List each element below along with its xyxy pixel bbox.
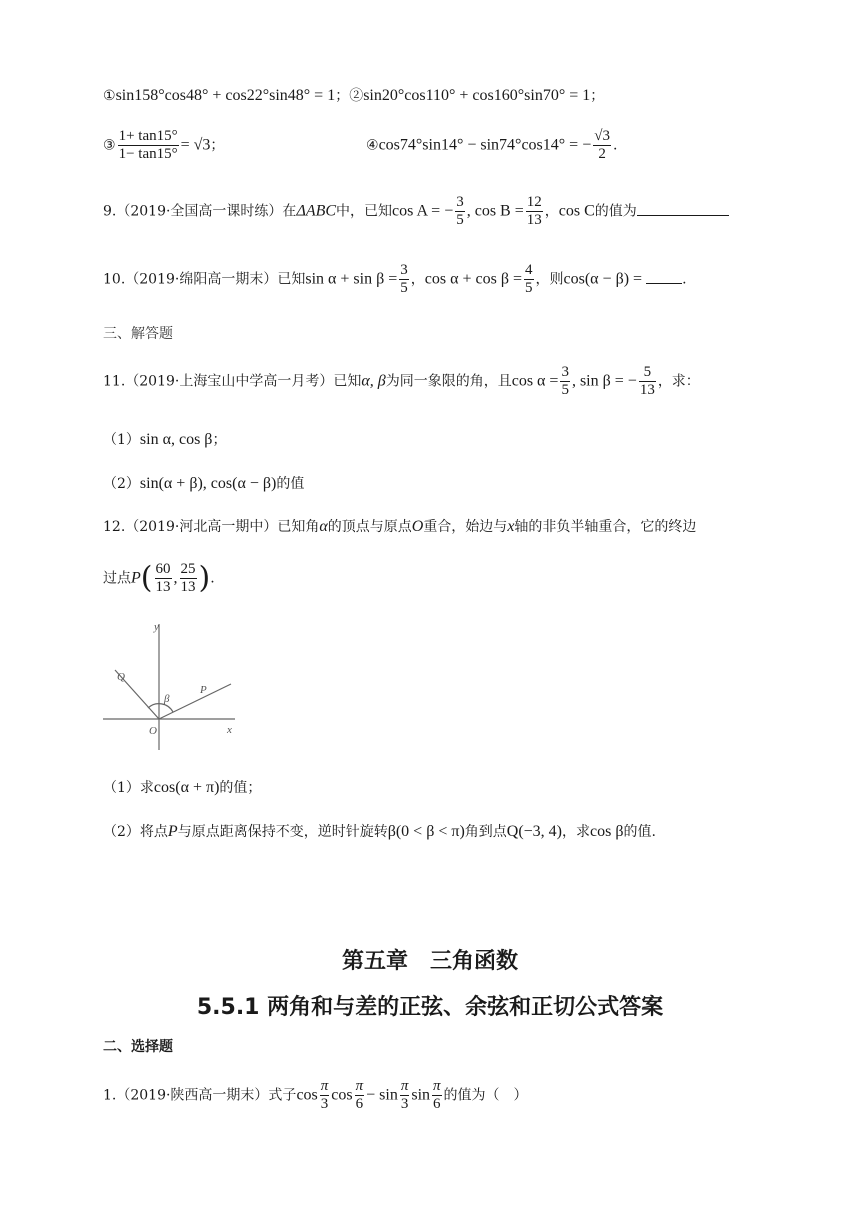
fraction (639, 364, 656, 399)
statement-1-2 (103, 86, 604, 106)
sin-beta-expr: , sin β = − (571, 372, 637, 390)
question-12-text: 的顶点与原点 (327, 519, 412, 535)
question-11-prefix: 11.（2019·上海宝山中学高一月考）已知 (103, 373, 362, 390)
section-heading-2: 二、选择题 (103, 1039, 173, 1055)
fraction (524, 262, 534, 297)
fraction-denominator: 5 (525, 280, 533, 296)
right-paren: ) (198, 560, 211, 596)
left-paren: ( (140, 560, 153, 596)
point-q: Q(−3, 4) (506, 823, 562, 840)
cos-b-fraction (526, 194, 543, 229)
question-1-prefix: 1.（2019·陕西高一期末）式子 (103, 1087, 297, 1104)
pi-over-6 (355, 1078, 365, 1113)
fraction-denominator: 3 (320, 1096, 329, 1112)
question-12-text: 重合，始边与 (423, 519, 508, 535)
fraction-numerator: 60 (155, 561, 171, 577)
question-9-prefix: 9.（2019·全国高一课时练）在 (103, 203, 297, 220)
fraction-numerator: 25 (180, 561, 196, 577)
pi-over-3 (400, 1078, 410, 1113)
statement-1-expr: sin158°cos48° + cos22°sin48° = 1 (115, 87, 336, 104)
fraction-denominator: 1− tan15° (118, 146, 178, 162)
cos-a-expr: cos A = − (392, 202, 454, 220)
fraction-denominator: 3 (400, 1096, 409, 1112)
triangle-abc: ΔABC (296, 202, 337, 220)
fraction-numerator: π (400, 1078, 409, 1094)
answer-blank[interactable] (646, 283, 682, 284)
part-suffix: 的值. (623, 824, 656, 840)
fraction-numerator: 3 (561, 364, 569, 380)
origin-o: O (411, 518, 424, 535)
fraction-numerator: 5 (643, 364, 652, 380)
fraction-denominator: 13 (639, 382, 655, 398)
statement-3-fraction (118, 128, 179, 163)
part-text: 与原点距离保持不变，逆时针旋转 (177, 824, 388, 840)
beta-range: β(0 < β < π) (387, 823, 465, 840)
fraction-denominator: 6 (355, 1096, 364, 1112)
alpha-beta: α, β (361, 372, 386, 390)
angle-figure (103, 620, 243, 750)
fraction-denominator: 6 (433, 1096, 441, 1112)
part-expr: cos(α + π) (153, 779, 220, 796)
cos-fn: cos (296, 1086, 318, 1104)
statement-4-fraction (593, 128, 611, 163)
question-12-line-2 (103, 561, 215, 596)
pi-over-6 (432, 1078, 442, 1113)
chapter-title: 第五章 三角函数 (341, 949, 518, 974)
cos-fn: cos (331, 1086, 353, 1104)
fraction-denominator: 5 (456, 212, 464, 228)
fraction-denominator: 5 (400, 280, 408, 296)
fraction-denominator: 13 (180, 579, 196, 595)
fraction-numerator: 12 (526, 194, 542, 210)
fraction (155, 561, 172, 596)
part-label: （2）将点 (103, 824, 168, 840)
separator: , (173, 569, 178, 587)
fraction-numerator: π (355, 1078, 364, 1094)
statement-2-expr: sin20°cos110° + cos160°sin70° = 1 (363, 87, 591, 104)
part-label: （2） (103, 476, 140, 492)
question-11 (103, 364, 700, 399)
statement-4-expr: cos74°sin14° − sin74°cos14° = − (378, 136, 592, 154)
separator: ； (590, 88, 605, 104)
fraction-numerator: π (433, 1078, 441, 1094)
ray-op (159, 684, 231, 719)
fraction-denominator: 13 (155, 579, 171, 595)
separator: ； (212, 432, 227, 448)
section-title: 5.5.1 两角和与差的正弦、余弦和正切公式答案 (196, 995, 664, 1020)
fraction (560, 364, 570, 399)
cos-a-fraction (455, 194, 465, 229)
question-12-prefix: 12.（2019·河北高一期中）已知角 (103, 519, 320, 535)
fraction-numerator: 1+ tan15° (118, 128, 178, 144)
question-11-part-2 (103, 474, 304, 494)
part-label: （1） (103, 432, 140, 448)
cos-sum-expr: cos α + cos β = (424, 270, 522, 288)
part-expr: sin α, cos β (139, 431, 213, 448)
separator: . (682, 271, 687, 288)
fraction-numerator: 3 (400, 262, 408, 278)
minus-sin: − sin (366, 1086, 398, 1104)
x-label: x (227, 724, 232, 736)
question-9-text: 中，已知 (336, 203, 393, 220)
question-10 (103, 262, 687, 297)
y-label: y (154, 621, 159, 633)
fraction-numerator: √3 (594, 128, 610, 144)
cos-alpha-expr: cos α = (511, 372, 559, 390)
beta-label: β (164, 693, 170, 705)
question-1-suffix: 的值为（ ） (443, 1087, 528, 1104)
cos-diff-expr: cos(α − β) = (563, 270, 643, 288)
question-12-text: 轴的非负半轴重合，它的终边 (514, 519, 697, 535)
question-11-part-1 (103, 430, 226, 450)
p-label: P (200, 684, 207, 696)
fraction-denominator: 13 (526, 212, 542, 228)
part-suffix: 的值； (219, 780, 262, 796)
question-10-prefix: 10.（2019·绵阳高一期末）已知 (103, 271, 306, 288)
point-p: P (131, 569, 141, 587)
fraction-denominator: 2 (593, 145, 611, 163)
separator: ； (335, 88, 350, 104)
section-heading-3: 三、解答题 (103, 326, 173, 342)
fraction-numerator: 3 (456, 194, 464, 210)
fraction-numerator: 4 (525, 262, 533, 278)
sin-fn: sin (411, 1086, 431, 1104)
separator: ； (210, 137, 225, 154)
fraction-denominator: 5 (561, 382, 569, 398)
question-12 (103, 517, 696, 537)
part-suffix: 的值 (276, 476, 305, 492)
part-label: （1）求 (103, 780, 154, 796)
question-12-part-2 (103, 822, 656, 842)
question-11-text: 为同一象限的角，且 (385, 373, 512, 390)
question-12-part-1 (103, 778, 261, 798)
question-12-text: 过点 (103, 570, 131, 587)
statement-4 (366, 128, 617, 163)
question-10-text: ，则 (535, 271, 564, 288)
question-11-suffix: ，求： (657, 373, 700, 390)
statement-3 (103, 128, 224, 163)
x-var: x (507, 518, 515, 535)
separator: . (612, 137, 618, 154)
cos-b-expr: , cos B = (466, 202, 524, 220)
question-9 (103, 194, 729, 229)
fraction (180, 561, 197, 596)
separator: ， (410, 271, 425, 288)
pi-over-3 (320, 1078, 330, 1113)
q-label: Q (117, 671, 125, 683)
sin-sum-expr: sin α + sin β = (305, 270, 398, 288)
circled-four: ④ (366, 137, 379, 154)
cos-c-expr: cos C (558, 202, 595, 220)
question-9-suffix: 的值为 (594, 203, 637, 220)
separator: ， (544, 203, 559, 220)
point-p: P (167, 823, 178, 840)
o-label: O (149, 725, 157, 737)
part-text: ，求 (562, 824, 590, 840)
circled-two: ② (349, 88, 364, 104)
statement-3-rhs: = √3 (180, 136, 211, 154)
part-expr: sin(α + β), cos(α − β) (139, 475, 277, 492)
question-1 (103, 1078, 528, 1113)
circled-three: ③ (103, 137, 116, 154)
fraction (399, 262, 409, 297)
fraction-numerator: π (320, 1078, 329, 1094)
separator: . (210, 570, 215, 587)
answer-blank[interactable] (637, 215, 729, 216)
part-text: 角到点 (464, 824, 507, 840)
cos-beta: cos β (590, 823, 624, 840)
alpha: α (319, 518, 328, 535)
circled-one: ① (103, 88, 116, 104)
